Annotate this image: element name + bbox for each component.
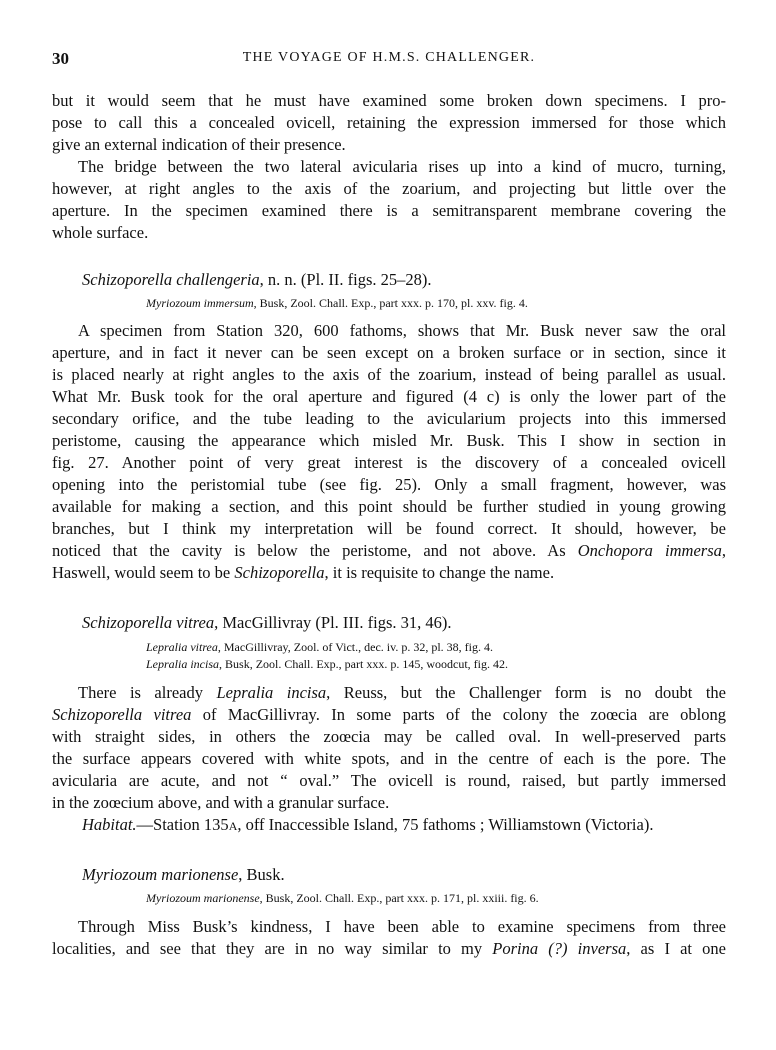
text-line: whole surface. — [52, 223, 149, 242]
species-name: Schizoporella vitrea — [82, 613, 215, 632]
text-line: aperture, and in fact it never can be seen except on a broken surface or in section, since it — [52, 343, 726, 362]
species-name: Myriozoum marionense — [82, 865, 239, 884]
text-line: however, at right angles to the axis of the zoarium, and projecting but little over the — [52, 179, 726, 198]
synonym-line — [146, 656, 726, 672]
text-line: What Mr. Busk took for the oral aperture and figured (4 c) is only the lower part of the — [52, 387, 726, 406]
text-span: Haswell, would seem to be — [52, 563, 235, 582]
species-heading-rest: , n. n. (Pl. II. figs. 25–28). — [259, 270, 432, 289]
species-name: Onchopora immersa — [577, 541, 722, 560]
text-line: give an external indication of their presence. — [52, 135, 346, 154]
text-span: A — [228, 819, 238, 833]
page-number: 30 — [52, 49, 69, 68]
text-line: peristome, causing the appearance which misled Mr. Busk. This I show in section in — [52, 431, 726, 450]
text-line: Through Miss Busk’s kindness, I have been able to examine specimens from three — [78, 917, 726, 936]
synonym-line — [146, 295, 726, 311]
synonym-name: Myriozoum immersum — [146, 296, 254, 310]
species-name: Schizoporella vitrea — [52, 705, 192, 724]
synonym-name: Lepralia incisa — [146, 657, 220, 671]
text-line: but it would seem that he must have examined some broken down specimens. I pro- — [52, 91, 726, 110]
text-span: localities, and see that they are in no way similar to my — [52, 939, 493, 958]
synonym-name: Myriozoum marionense — [146, 891, 260, 905]
text-span: There is already — [78, 683, 217, 702]
text-span: of MacGillivray. In some parts of the colony the zoœcia are oblong — [191, 705, 726, 724]
running-header — [52, 49, 726, 71]
synonym-reference: , Busk, Zool. Chall. Exp., part xxx. p. 170, pl. xxv. fig. 4. — [253, 296, 528, 310]
synonym-line — [146, 890, 726, 906]
species-heading — [82, 269, 726, 291]
text-line: avicularia are acute, and not “ oval.” The ovicell is round, raised, but partly immersed — [52, 771, 726, 790]
synonym-reference: , Busk, Zool. Chall. Exp., part xxx. p. 145, woodcut, fig. 42. — [219, 657, 508, 671]
text-line: fig. 27. Another point of very great interest is the discovery of a concealed ovicell — [52, 453, 726, 472]
text-line: opening into the peristomial tube (see fig. 25). Only a small fragment, however, was — [52, 475, 726, 494]
text-line: is placed nearly at right angles to the axis of the zoarium, instead of being parallel as usual. — [52, 365, 726, 384]
habitat-label: Habitat. — [82, 815, 137, 834]
text-line: the surface appears covered with white spots, and in the centre of each is the pore. The — [52, 749, 726, 768]
species-name: Lepralia incisa — [216, 683, 327, 702]
text-span: , off Inaccessible Island, 75 fathoms ; Williamstown (Victoria). — [237, 815, 654, 834]
text-line — [52, 938, 726, 960]
text-line — [52, 562, 726, 584]
text-line: secondary orifice, and the tube leading to the avicularium projects into this immersed — [52, 409, 726, 428]
synonym-line — [146, 639, 726, 655]
text-span: , Reuss, but the Challenger form is no doubt the — [326, 683, 726, 702]
species-heading — [82, 864, 726, 886]
text-line: aperture. In the specimen examined there is a semitransparent membrane covering the — [52, 201, 726, 220]
text-line: The bridge between the two lateral avicularia rises up into a kind of mucro, turning, — [78, 157, 726, 176]
species-heading-rest: , Busk. — [238, 865, 285, 884]
species-name: Schizoporella challengeria — [82, 270, 260, 289]
text-line: in the zoœcium above, and with a granular surface. — [52, 793, 390, 812]
running-title: THE VOYAGE OF H.M.S. CHALLENGER. — [242, 50, 536, 65]
text-line — [52, 540, 726, 562]
text-line — [78, 682, 726, 704]
text-line: A specimen from Station 320, 600 fathoms, shows that Mr. Busk never saw the oral — [78, 321, 726, 340]
species-name: Porina (?) inversa — [492, 939, 627, 958]
text-line: branches, but I think my interpretation will be found correct. It should, however, be — [52, 519, 726, 538]
species-heading — [82, 612, 726, 634]
text-span: , it is requisite to change the name. — [324, 563, 555, 582]
text-line: available for making a section, and this point should be further studied in young growing — [52, 497, 726, 516]
text-span: , — [721, 541, 726, 560]
text-line: pose to call this a concealed ovicell, retaining the expression immersed for those which — [52, 113, 726, 132]
synonym-name: Lepralia vitrea — [146, 640, 218, 654]
text-span: , as I at one — [626, 939, 726, 958]
genus-name: Schizoporella — [234, 563, 325, 582]
text-span: —Station 135 — [136, 815, 229, 834]
synonym-reference: , MacGillivray, Zool. of Vict., dec. iv. p. 32, pl. 38, fig. 4. — [217, 640, 494, 654]
species-heading-rest: , MacGillivray (Pl. III. figs. 31, 46). — [214, 613, 452, 632]
text-span: noticed that the cavity is below the peristome, and not above. As — [52, 541, 578, 560]
text-line: with straight sides, in others the zoœcia may be called oval. In well-preserved parts — [52, 727, 726, 746]
synonym-reference: , Busk, Zool. Chall. Exp., part xxx. p. 171, pl. xxiii. fig. 6. — [259, 891, 539, 905]
text-line — [52, 704, 726, 726]
habitat-line — [82, 814, 726, 836]
